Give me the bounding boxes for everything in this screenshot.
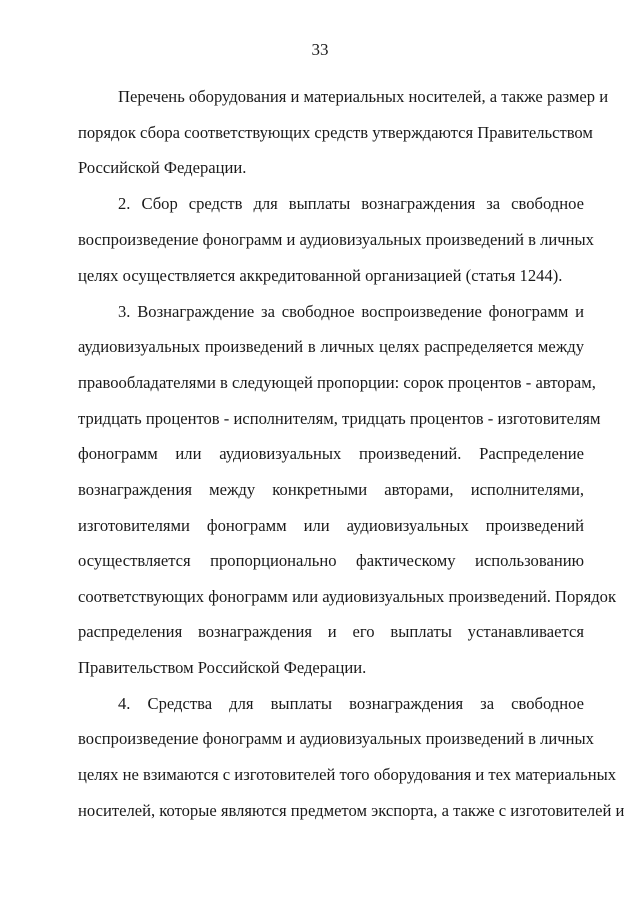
text-line: тридцать процентов - исполнителям, тридцать процентов - изготовителям <box>78 409 601 428</box>
text-line: порядок сбора соответствующих средств утверждаются Правительством <box>78 123 593 142</box>
text-line: носителей, которые являются предметом экспорта, а также с изготовителей и <box>78 801 625 820</box>
text-line: правообладателями в следующей пропорции: сорок процентов - авторам, <box>78 373 596 392</box>
text-line: целях не взимаются с изготовителей того оборудования и тех материальных <box>78 765 617 784</box>
text-line: вознаграждения между конкретными авторами, исполнителями, <box>78 480 584 499</box>
text-line: 4. Средства для выплаты вознаграждения за свободное <box>118 694 584 713</box>
text-line: аудиовизуальных произведений в личных целях распределяется между <box>78 337 584 356</box>
text-line: Перечень оборудования и материальных носителей, а также размер и <box>118 87 609 106</box>
text-line: фонограмм или аудиовизуальных произведений. Распределение <box>78 444 584 463</box>
text-line: целях осуществляется аккредитованной организацией (статья 1244). <box>78 266 563 285</box>
page-number: 33 <box>311 40 329 59</box>
text-line: воспроизведение фонограмм и аудиовизуальных произведений в личных <box>78 230 594 249</box>
text-line: 2. Сбор средств для выплаты вознаграждения за свободное <box>118 194 584 213</box>
text-line: изготовителями фонограмм или аудиовизуальных произведений <box>78 516 584 535</box>
text-line: воспроизведение фонограмм и аудиовизуальных произведений в личных <box>78 729 594 748</box>
text-line: распределения вознаграждения и его выплаты устанавливается <box>78 622 584 641</box>
text-line: соответствующих фонограмм или аудиовизуальных произведений. Порядок <box>78 587 617 606</box>
text-line: 3. Вознаграждение за свободное воспроизведение фонограмм и <box>118 302 584 321</box>
text-line: Правительством Российской Федерации. <box>78 658 367 677</box>
text-line: Российской Федерации. <box>78 158 247 177</box>
text-line: осуществляется пропорционально фактическому использованию <box>78 551 584 570</box>
